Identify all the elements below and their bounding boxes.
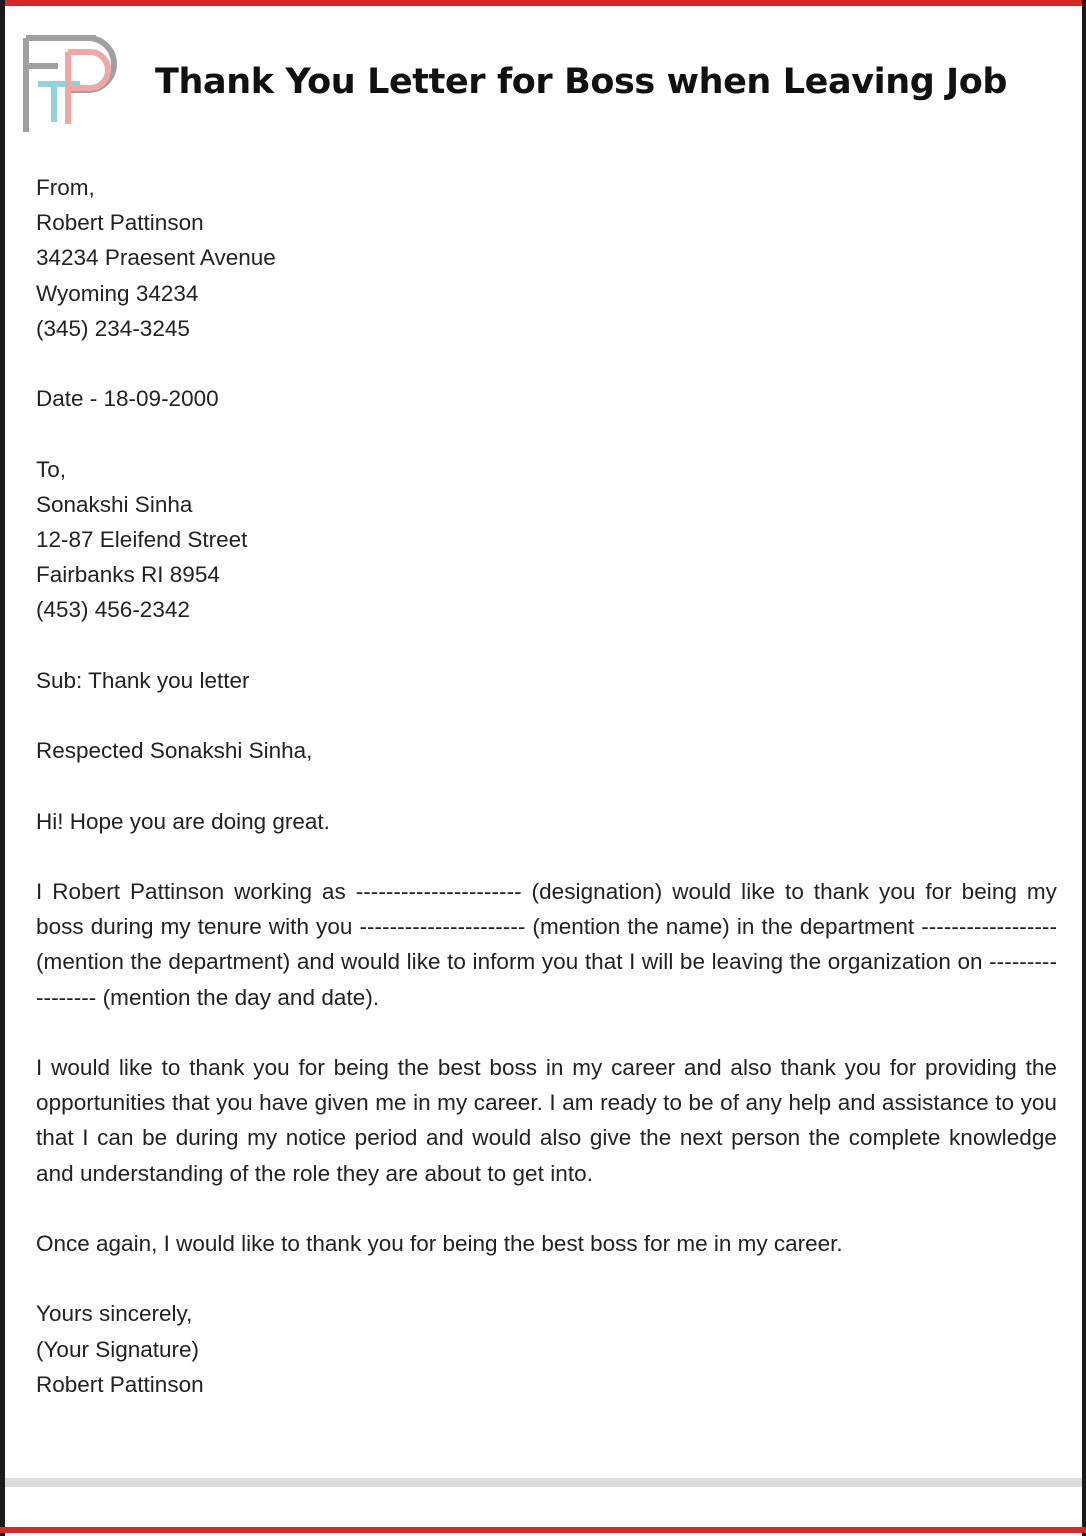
body-paragraph-2: I would like to thank you for being the best boss in my career and also thank you for providing the opportunities that you have given me in my career. I am ready to be of any help and assistance to you that I can be during my notice period and would also give the next person the complete knowledge and understanding of the role they are about to get into. [36, 1054, 1057, 1186]
footer-strip [5, 1478, 1082, 1487]
right-border [1082, 0, 1086, 1536]
greeting: Hi! Hope you are doing great. [36, 808, 330, 834]
spacer [36, 346, 1057, 381]
spacer [36, 839, 1057, 874]
left-border [0, 0, 5, 1536]
spacer [36, 416, 1057, 451]
spacer [36, 698, 1057, 733]
body-paragraph-1: I Robert Pattinson working as ---------------------- (designation) would like to thank you for being my boss during my tenure with you ---------------------- (mention the name) in the department ------------------ (mention the department) and would like to inform you that I will be leaving the organization on ----------------- (mention the day and date). [36, 878, 1057, 1010]
sender-address-line2: Wyoming 34234 [36, 280, 199, 306]
ftp-logo-icon [18, 32, 122, 136]
recipient-name: Sonakshi Sinha [36, 491, 193, 517]
body-paragraph-3: Once again, I would like to thank you for being the best boss for me in my career. [36, 1230, 843, 1256]
salutation: Respected Sonakshi Sinha, [36, 738, 313, 764]
signature-placeholder: (Your Signature) [36, 1336, 200, 1362]
spacer [36, 1015, 1057, 1050]
recipient-heading: To, [36, 456, 67, 482]
valediction: Yours sincerely, [36, 1301, 193, 1327]
sender-phone: (345) 234-3245 [36, 315, 190, 341]
recipient-phone: (453) 456-2342 [36, 597, 190, 623]
spacer [36, 1261, 1057, 1296]
recipient-address-line2: Fairbanks RI 8954 [36, 562, 220, 588]
spacer [36, 1191, 1057, 1226]
signatory-name: Robert Pattinson [36, 1371, 204, 1397]
letter-date: Date - 18-09-2000 [36, 386, 219, 412]
sender-name: Robert Pattinson [36, 210, 204, 236]
subject-line: Sub: Thank you letter [36, 667, 250, 693]
sender-heading: From, [36, 175, 95, 200]
recipient-address-line1: 12-87 Eleifend Street [36, 527, 248, 552]
letter-body [36, 170, 1057, 1402]
sender-address-line1: 34234 Praesent Avenue [36, 245, 276, 271]
spacer [36, 768, 1057, 803]
bottom-accent-bar [0, 1527, 1086, 1533]
top-accent-bar [0, 0, 1086, 6]
spacer [36, 628, 1057, 663]
page-title: Thank You Letter for Boss when Leaving Job [155, 62, 1008, 102]
